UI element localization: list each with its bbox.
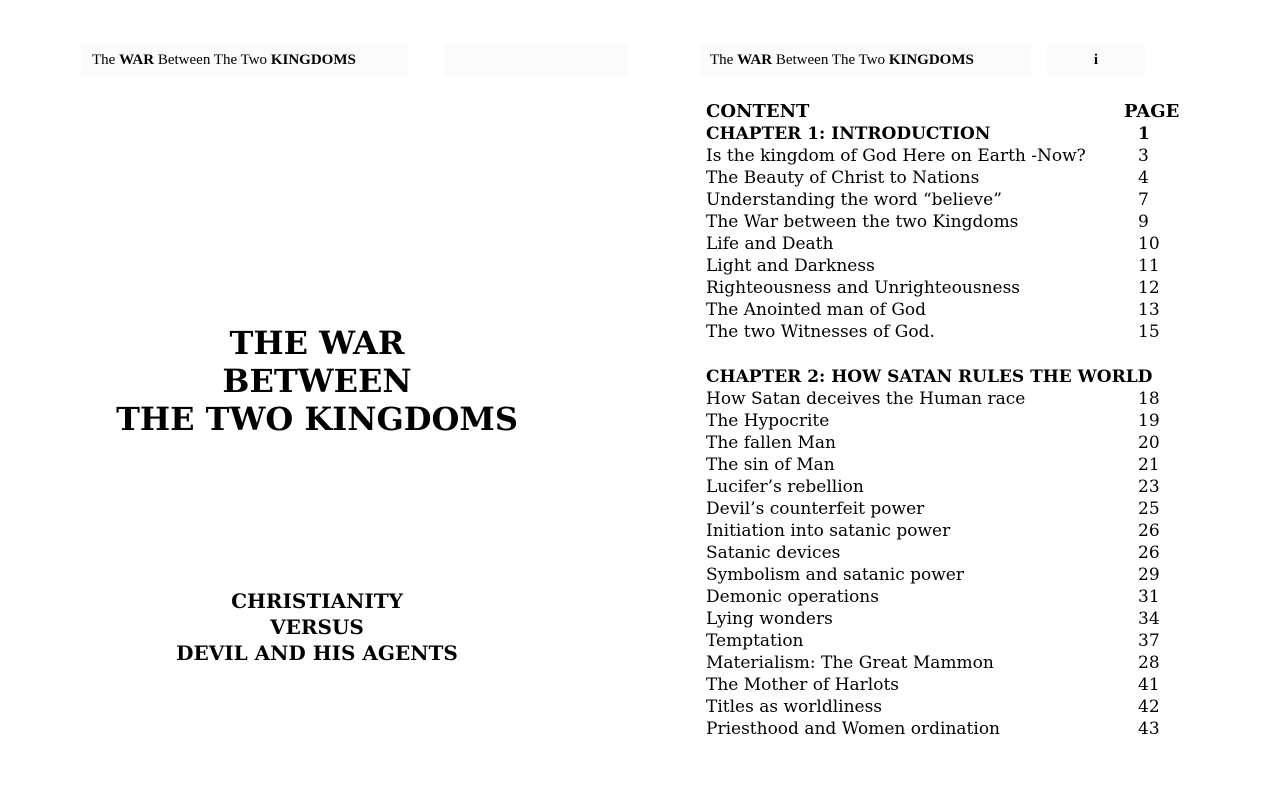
- header-text: Between The Two: [154, 52, 271, 68]
- toc-entry-title: Initiation into satanic power: [706, 521, 951, 541]
- toc-entry-title: Righteousness and Unrighteousness: [706, 278, 1021, 298]
- toc-entry: [706, 498, 1186, 520]
- toc-entry-page: 26: [1138, 543, 1160, 563]
- subtitle-line: CHRISTIANITY: [231, 589, 403, 613]
- toc-entry-page: 20: [1138, 433, 1160, 453]
- chapter-heading: [706, 366, 1186, 388]
- toc-entry: [706, 321, 1186, 343]
- toc-entry-title: Priesthood and Women ordination: [706, 719, 1000, 739]
- toc-entry-title: The Beauty of Christ to Nations: [706, 168, 980, 188]
- toc-entry: [706, 277, 1186, 299]
- toc-entry: [706, 432, 1186, 454]
- chapter-title: CHAPTER 2: HOW SATAN RULES THE WORLD: [706, 367, 1153, 387]
- header-right-cell: [444, 45, 627, 75]
- toc-entry: [706, 586, 1186, 608]
- toc-entry-title: The two Witnesses of God.: [706, 322, 935, 342]
- toc-entry: [706, 167, 1186, 189]
- toc-entry-page: 26: [1138, 521, 1160, 541]
- toc-entry-page: 25: [1138, 499, 1160, 519]
- toc-entry-page: 18: [1138, 389, 1160, 409]
- toc-entry-title: Demonic operations: [706, 587, 879, 607]
- toc-entry-page: 43: [1138, 719, 1160, 739]
- toc-entry-title: How Satan deceives the Human race: [706, 389, 1026, 409]
- toc-entry-title: Light and Darkness: [706, 256, 875, 276]
- page-label: PAGE: [1124, 101, 1180, 122]
- toc-entry: [706, 255, 1186, 277]
- chapter-heading: [706, 123, 1186, 145]
- toc-entry-title: Is the kingdom of God Here on Earth -Now?: [706, 146, 1086, 166]
- toc-entry: [706, 696, 1186, 718]
- spacer: [706, 343, 1186, 366]
- toc-entry-page: 10: [1138, 234, 1160, 254]
- title-line: BETWEEN: [222, 362, 412, 400]
- toc-entry-title: Devil’s counterfeit power: [706, 499, 925, 519]
- header-bold-kingdoms: KINGDOMS: [888, 52, 974, 68]
- title-line: THE WAR: [229, 324, 405, 362]
- toc-entry: [706, 718, 1186, 740]
- toc-entry-title: The fallen Man: [706, 433, 836, 453]
- toc-entry-page: 4: [1138, 168, 1149, 188]
- title-line: THE TWO KINGDOMS: [116, 400, 518, 438]
- toc-entry-page: 12: [1138, 278, 1160, 298]
- toc-entry: [706, 630, 1186, 652]
- toc-entry-page: 21: [1138, 455, 1160, 475]
- toc-entry: [706, 652, 1186, 674]
- book-subtitle: [0, 588, 634, 666]
- toc-entry-page: 37: [1138, 631, 1160, 651]
- chapter-page: 1: [1138, 124, 1150, 144]
- toc-entry-page: 34: [1138, 609, 1160, 629]
- toc-entry-page: 7: [1138, 190, 1149, 210]
- toc-entry-title: Lucifer’s rebellion: [706, 477, 864, 497]
- toc-entry: [706, 608, 1186, 630]
- right-page: [634, 0, 1269, 798]
- header-text: The: [710, 52, 738, 68]
- toc-entry: [706, 211, 1186, 233]
- header-title: [700, 45, 1030, 75]
- subtitle-line: VERSUS: [270, 615, 364, 639]
- toc-entry: [706, 520, 1186, 542]
- book-title: [0, 324, 634, 438]
- toc-entry-page: 19: [1138, 411, 1160, 431]
- toc-entry: [706, 145, 1186, 167]
- table-of-contents: [706, 101, 1186, 740]
- content-label: CONTENT: [706, 101, 810, 122]
- toc-entry-title: Symbolism and satanic power: [706, 565, 964, 585]
- page-number: i: [1046, 45, 1146, 75]
- toc-entry: [706, 189, 1186, 211]
- left-page: [0, 0, 634, 798]
- toc-entry-page: 3: [1138, 146, 1149, 166]
- toc-entry: [706, 564, 1186, 586]
- header-bold-war: WAR: [737, 52, 773, 68]
- chapter1-entries: [706, 145, 1186, 343]
- chapter-title: CHAPTER 1: INTRODUCTION: [706, 124, 991, 144]
- toc-entry-page: 41: [1138, 675, 1160, 695]
- header-text: The: [92, 52, 120, 68]
- toc-entry: [706, 233, 1186, 255]
- toc-entry-title: Understanding the word “believe”: [706, 190, 1002, 210]
- header-text: Between The Two: [772, 52, 889, 68]
- subtitle-line: DEVIL AND HIS AGENTS: [176, 641, 458, 665]
- toc-entry: [706, 542, 1186, 564]
- toc-entry-title: The Mother of Harlots: [706, 675, 900, 695]
- toc-entry: [706, 476, 1186, 498]
- toc-header: [706, 101, 1186, 123]
- toc-entry: [706, 299, 1186, 321]
- toc-entry-page: 9: [1138, 212, 1149, 232]
- toc-entry-title: The Anointed man of God: [706, 300, 927, 320]
- toc-entry-title: Lying wonders: [706, 609, 833, 629]
- toc-entry-title: The sin of Man: [706, 455, 835, 475]
- toc-entry-page: 42: [1138, 697, 1160, 717]
- toc-entry-page: 13: [1138, 300, 1160, 320]
- toc-entry-page: 15: [1138, 322, 1160, 342]
- toc-entry: [706, 388, 1186, 410]
- toc-entry-title: Satanic devices: [706, 543, 841, 563]
- toc-entry-page: 23: [1138, 477, 1160, 497]
- chapter2-entries: [706, 388, 1186, 740]
- toc-entry-title: Temptation: [706, 631, 804, 651]
- header-bold-war: WAR: [119, 52, 155, 68]
- toc-entry-title: The War between the two Kingdoms: [706, 212, 1019, 232]
- toc-entry: [706, 454, 1186, 476]
- toc-entry-title: Titles as worldliness: [706, 697, 883, 717]
- toc-entry-page: 29: [1138, 565, 1160, 585]
- toc-entry-page: 11: [1138, 256, 1160, 276]
- toc-entry-page: 28: [1138, 653, 1160, 673]
- toc-entry-title: Life and Death: [706, 234, 834, 254]
- toc-entry-title: The Hypocrite: [706, 411, 830, 431]
- header-title: [82, 45, 408, 75]
- toc-entry-page: 31: [1138, 587, 1160, 607]
- toc-entry: [706, 410, 1186, 432]
- toc-entry-title: Materialism: The Great Mammon: [706, 653, 994, 673]
- toc-entry: [706, 674, 1186, 696]
- header-bold-kingdoms: KINGDOMS: [270, 52, 356, 68]
